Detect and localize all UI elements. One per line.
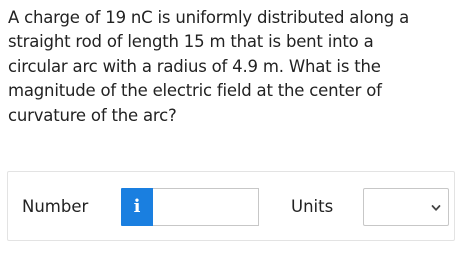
number-input[interactable] xyxy=(153,188,259,226)
units-dropdown[interactable] xyxy=(363,188,449,226)
question-line: A charge of 19 nC is uniformly distributed along a xyxy=(8,8,409,27)
chevron-down-icon xyxy=(430,202,442,214)
answer-panel xyxy=(7,171,455,241)
question-line: magnitude of the electric field at the center of xyxy=(8,81,382,101)
units-label: Units xyxy=(291,197,334,216)
info-icon[interactable]: i xyxy=(121,188,153,226)
number-label: Number xyxy=(22,197,89,216)
question-text xyxy=(8,6,460,128)
question-line: circular arc with a radius of 4.9 m. What is the xyxy=(8,56,381,76)
question-line: straight rod of length 15 m that is bent into a xyxy=(8,32,374,52)
question-line: curvature of the arc? xyxy=(8,105,177,125)
